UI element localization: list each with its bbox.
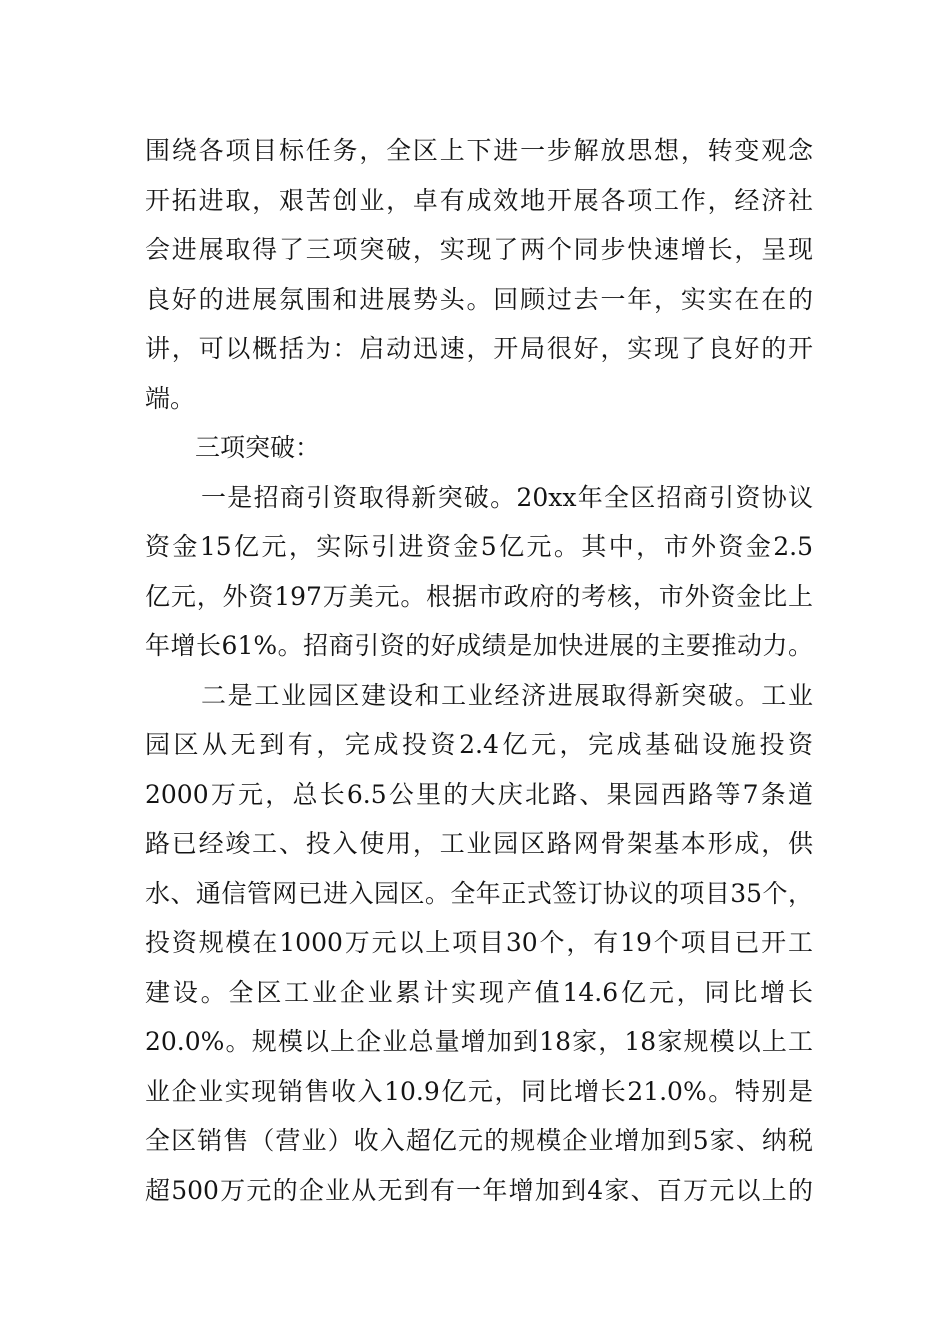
text-line-18: 建设。全区工业企业累计实现产值14.6亿元，同比增长 <box>145 977 813 1007</box>
text-line-11: 年增长61%。招商引资的好成绩是加快进展的主要推动力。 <box>145 631 813 660</box>
text-line-22: 超500万元的企业从无到有一年增加到4家、百万元以上的 <box>145 1175 813 1205</box>
text-line-5: 讲，可以概括为：启动迅速，开局很好，实现了良好的开 <box>145 334 813 363</box>
text-line-6: 端。 <box>145 383 196 413</box>
section-heading: 三项突破： <box>195 433 321 462</box>
text-line-12: 二是工业园区建设和工业经济进展取得新突破。工业 <box>201 680 813 710</box>
text-line-8: 一是招商引资取得新突破。20xx年全区招商引资协议 <box>201 482 813 512</box>
text-line-4: 良好的进展氛围和进展势头。回顾过去一年，实实在在的 <box>145 284 813 314</box>
text-line-9: 资金15亿元，实际引进资金5亿元。其中，市外资金2.5 <box>145 532 813 561</box>
text-line-19: 20.0%。规模以上企业总量增加到18家，18家规模以上工 <box>145 1027 813 1056</box>
text-line-20: 业企业实现销售收入10.9亿元，同比增长21.0%。特别是 <box>145 1076 813 1106</box>
text-line-10: 亿元，外资197万美元。根据市政府的考核，市外资金比上 <box>145 581 813 611</box>
text-line-3: 会进展取得了三项突破，实现了两个同步快速增长，呈现 <box>145 235 813 264</box>
text-line-16: 水、通信管网已进入园区。全年正式签订协议的项目35个， <box>145 878 813 908</box>
text-line-14: 2000万元，总长6.5公里的大庆北路、果园西路等7条道 <box>145 779 813 809</box>
text-line-13: 园区从无到有，完成投资2.4亿元，完成基础设施投资 <box>145 730 813 759</box>
text-line-21: 全区销售（营业）收入超亿元的规模企业增加到5家、纳税 <box>145 1126 813 1155</box>
text-line-2: 开拓进取，艰苦创业，卓有成效地开展各项工作，经济社 <box>145 185 813 215</box>
text-line-1: 围绕各项目标任务，全区上下进一步解放思想，转变观念 <box>145 136 813 165</box>
text-line-15: 路已经竣工、投入使用，工业园区路网骨架基本形成，供 <box>145 829 813 858</box>
text-line-17: 投资规模在1000万元以上项目30个，有19个项目已开工 <box>145 928 813 957</box>
body-text <box>145 126 813 1215</box>
